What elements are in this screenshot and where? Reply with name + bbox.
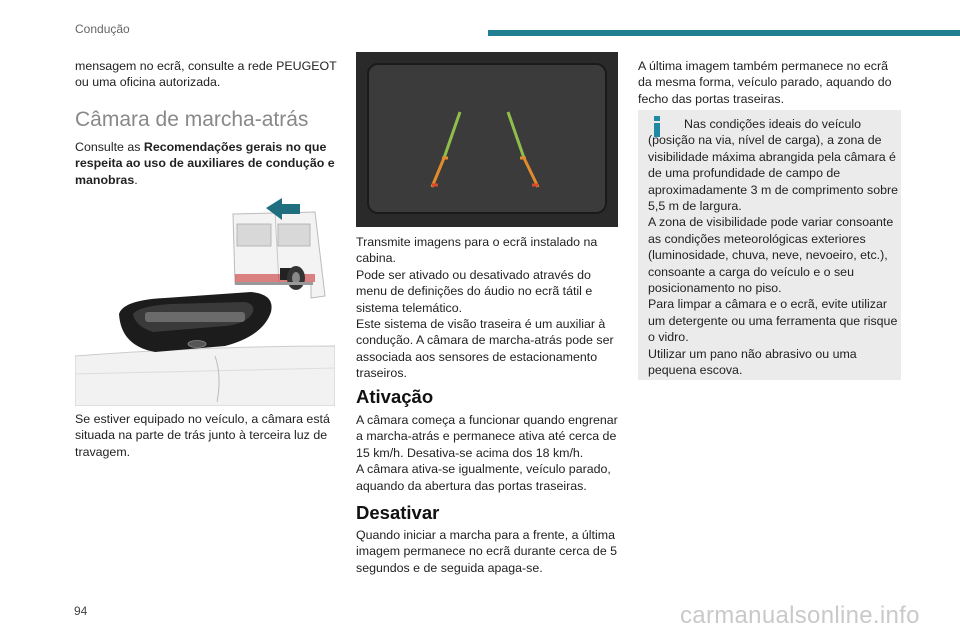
- consult-paragraph: [75, 139, 337, 188]
- deactivate-heading: Desativar: [356, 502, 440, 523]
- section-heading: Câmara de marcha-atrás: [75, 108, 309, 131]
- activation-paragraph: A câmara começa a funcionar quando engrenar a marcha-atrás e permanece ativa até cerca de 15 km/h. Desativa-se acima dos 18 km/h. A câmara ativa-se igualmente, veículo parado, aquando da abertura das portas traseiras.: [356, 413, 618, 493]
- consult-link: Recomendações gerais no que respeita ao uso de auxiliares de condução e manobras: [75, 140, 335, 187]
- deactivate-paragraph: Quando iniciar a marcha para a frente, a última imagem permanece no ecrã durante cerca de 5 segundos e de seguida apaga-se.: [356, 528, 618, 575]
- watermark: carmanualsonline.info: [680, 602, 920, 629]
- header-accent-bar: [488, 30, 960, 36]
- col3-intro-paragraph: A última imagem também permanece no ecrã da mesma forma, veículo parado, aquando do fecho das portas traseiras.: [638, 59, 892, 106]
- camera-location-illustration: [75, 196, 335, 406]
- info-text: Nas condições ideais do veículo (posição na via, nível de carga), a zona de visibilidade máxima abrangida pela câmara é de uma profundidade de campo de aproximadamente 3 m de comprimento sobre 5,5 m de largura. A zona de visibilidade pode variar consoante as condições meteorológicas exteriores (luminosidade, chuva, neve, nevoeiro, etc.), consoante a carga do veículo e o seu posicionamento no piso. Para limpar a câmara e o ecrã, evite utilizar um detergente ou uma ferramenta que risque o vidro. Utilizar um pano não abrasivo ou uma pequena escova.: [648, 117, 898, 378]
- screen-paragraph: Transmite imagens para o ecrã instalado na cabina. Pode ser ativado ou desativado através do menu de definições do áudio no ecrã tátil e sistema telemático. Este sistema de visão traseira é um auxiliar à condução. A câmara de marcha-atrás pode ser associada aos sensores de estacionamento traseiros.: [356, 235, 614, 381]
- info-box: [638, 110, 901, 380]
- page-number: 94: [74, 604, 88, 618]
- van-illustration: [233, 212, 325, 298]
- camera-screen-illustration: [356, 52, 618, 227]
- section-title: Condução: [75, 22, 130, 36]
- consult-suffix: .: [134, 172, 138, 187]
- consult-prefix: Consulte as: [75, 140, 144, 154]
- location-paragraph: Se estiver equipado no veículo, a câmara está situada na parte de trás junto à terceira luz de travagem.: [75, 412, 330, 459]
- activation-heading: Ativação: [356, 386, 434, 407]
- intro-paragraph: mensagem no ecrã, consulte a rede PEUGEOT ou uma oficina autorizada.: [75, 59, 337, 90]
